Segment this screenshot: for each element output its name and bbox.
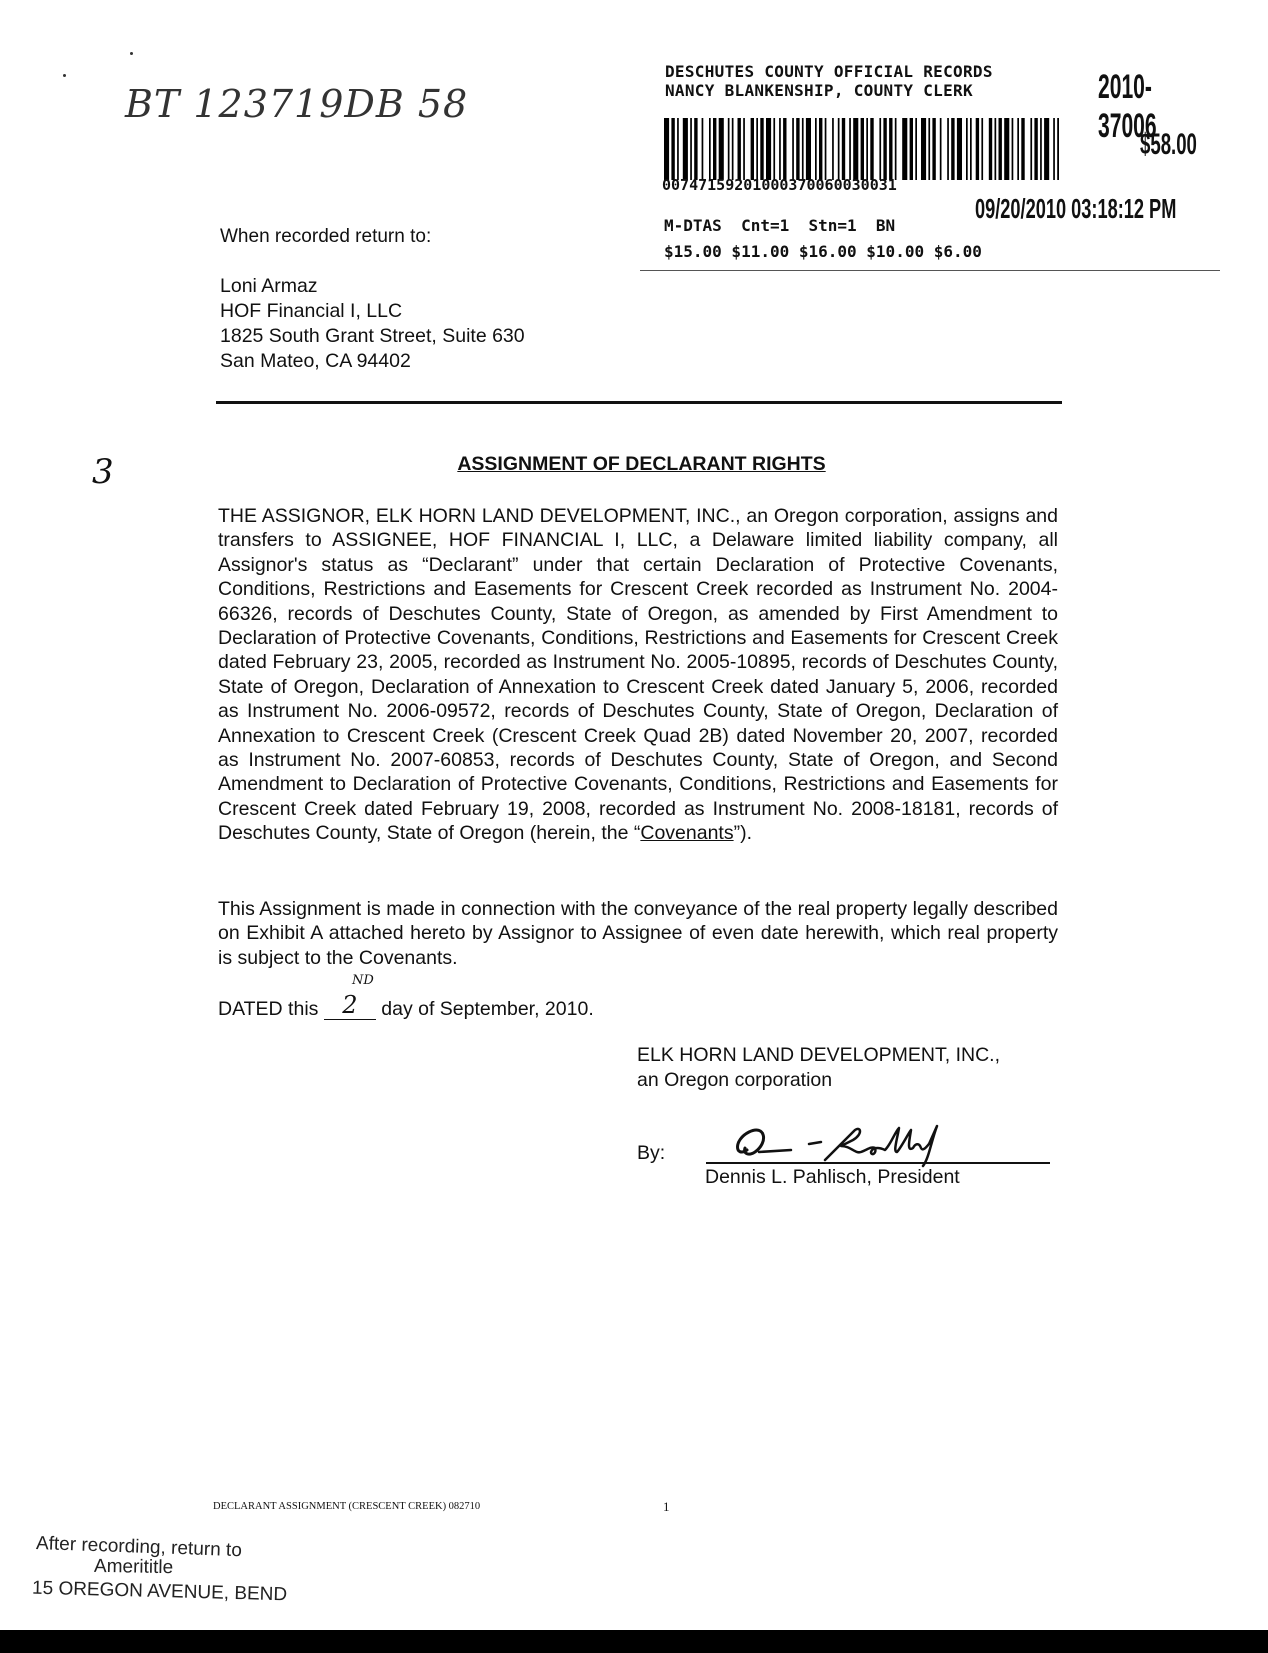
recording-fee-total: $58.00 bbox=[1140, 128, 1197, 161]
signatory-company bbox=[637, 1043, 1000, 1093]
recording-fees: $15.00 $11.00 $16.00 $10.00 $6.00 bbox=[664, 242, 982, 261]
barcode-number: 00747159201000370060030031 bbox=[662, 176, 897, 194]
dated-line bbox=[218, 993, 594, 1022]
instrument-number: 2010-37006 bbox=[1098, 68, 1157, 145]
horizontal-rule bbox=[216, 401, 1062, 404]
scan-speck bbox=[63, 74, 66, 77]
recording-office-line2: NANCY BLANKENSHIP, COUNTY CLERK bbox=[665, 81, 973, 100]
return-address bbox=[220, 274, 525, 374]
signer-name: Dennis L. Pahlisch, President bbox=[705, 1166, 960, 1188]
stamp-line2: Amerititle bbox=[93, 1555, 174, 1579]
return-city: San Mateo, CA 94402 bbox=[220, 350, 411, 372]
assignment-paragraph bbox=[218, 504, 1058, 846]
recording-datetime: 09/20/2010 03:18:12 PM bbox=[975, 193, 1177, 224]
barcode bbox=[664, 118, 1059, 180]
scan-speck bbox=[130, 52, 133, 55]
dated-suffix: day of September, 2010. bbox=[381, 998, 594, 1020]
return-company: HOF Financial I, LLC bbox=[220, 300, 403, 322]
return-street: 1825 South Grant Street, Suite 630 bbox=[220, 325, 525, 347]
assignment-text-end: ”). bbox=[733, 822, 753, 845]
company-description: an Oregon corporation bbox=[637, 1069, 833, 1091]
covenants-term: Covenants bbox=[640, 822, 734, 845]
return-name: Loni Armaz bbox=[220, 275, 318, 297]
document-title: ASSIGNMENT OF DECLARANT RIGHTS bbox=[457, 453, 826, 475]
handwritten-file-reference: BT 123719DB 58 bbox=[125, 82, 469, 126]
signature-line bbox=[706, 1162, 1050, 1164]
after-recording-stamp bbox=[31, 1532, 288, 1606]
return-label: When recorded return to: bbox=[220, 226, 432, 247]
by-label: By: bbox=[637, 1142, 666, 1164]
dated-prefix: DATED this bbox=[218, 998, 319, 1020]
recording-office-line1: DESCHUTES COUNTY OFFICIAL RECORDS bbox=[665, 62, 993, 81]
conveyance-paragraph: This Assignment is made in connection with the conveyance of the real property legally described on Exhibit A attached hereto by Assignor to Assignee of even date herewith, which real property is subject to the Covenants. bbox=[218, 898, 1058, 969]
recording-codes: M-DTAS Cnt=1 Stn=1 BN bbox=[664, 216, 896, 235]
handwritten-day-suffix: ND bbox=[352, 973, 374, 988]
scan-edge-bar bbox=[0, 1630, 1268, 1653]
page-number: 1 bbox=[663, 1499, 670, 1514]
recording-office-header bbox=[665, 62, 993, 100]
stamp-line3: 15 OREGON AVENUE, BEND bbox=[31, 1577, 288, 1606]
stamp-underline bbox=[640, 270, 1220, 271]
assignment-text: THE ASSIGNOR, ELK HORN LAND DEVELOPMENT, INC., an Oregon corporation, assigns and transfers to ASSIGNEE, HOF FINANCIAL I, LLC, a Delaware limited liability company, all Assignor's status as “Declarant” under that certain Declaration of Protective Covenants, Conditions, Restrictions and Easements for Crescent Creek recorded as Instrument No. 2004-66326, records of Deschutes County, State of Oregon, as amended by First Amendment to Declaration of Protective Covenants, Conditions, Restrictions and Easements for Crescent Creek dated February 23, 2005, recorded as Instrument No. 2005-10895, records of Deschutes County, State of Oregon, Declaration of Annexation to Crescent Creek dated January 5, 2006, recorded as Instrument No. 2006-09572, records of Deschutes County, State of Oregon, Declaration of Annexation to Crescent Creek (Crescent Creek Quad 2B) dated November 20, 2007, recorded as Instrument No. 2007-60853, records of Deschutes County, State of Oregon, and Second Amendment to Declaration of Protective Covenants, Conditions, Restrictions and Easements for Crescent Creek dated February 19, 2008, recorded as Instrument No. 2008-18181, records of Deschutes County, State of Oregon (herein, the “ bbox=[218, 505, 1058, 845]
handwritten-day: 2 bbox=[324, 991, 376, 1020]
company-name: ELK HORN LAND DEVELOPMENT, INC., bbox=[637, 1044, 1000, 1066]
handwritten-margin-mark: 3 bbox=[92, 452, 114, 492]
footer-reference: DECLARANT ASSIGNMENT (CRESCENT CREEK) 082710 bbox=[213, 1501, 481, 1512]
stamp-line1: After recording, return to bbox=[35, 1533, 243, 1562]
